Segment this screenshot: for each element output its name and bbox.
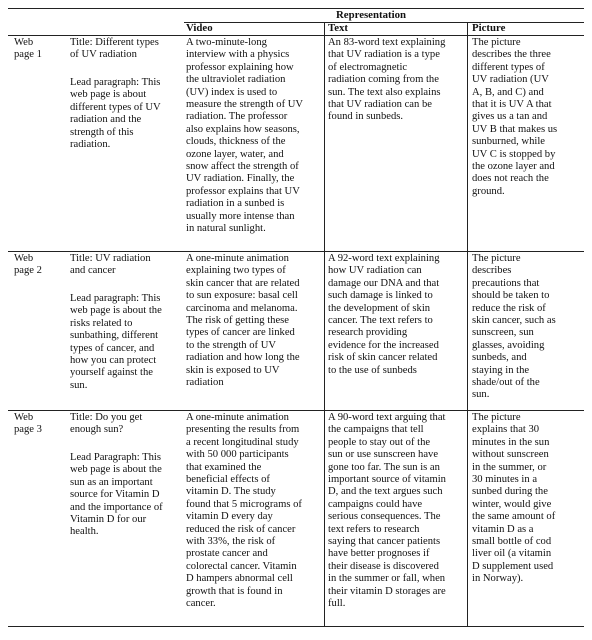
row-3-title: Title: Do you get enough sun? xyxy=(70,412,143,436)
row-1-video: A two-minute-long interview with a physics professor explaining how the ultraviolet radiation (UV) index is used to measure the strength of UV radiation. The professor also explains how seasons, clouds, thickness of the ozone layer, water, and snow affect the strength of UV radiation. Finally, the professor explains that UV radiation in a sunbed is usually more intense than in natural sunlight. xyxy=(186,37,304,235)
row-3-picture: The picture explains that 30 minutes in the sun without sunscreen in the summer, or 30 minutes in a sunbed during the winter, would give the same amount of vitamin D as a small bottle of cod liver oil (a vitamin D supplement used in Norway). xyxy=(472,412,556,585)
row-1-bottom-rule xyxy=(8,251,584,252)
row-2-lead: Lead paragraph: This web page is about the risks related to sunbathing, different types of cancer, and how you can protect yourself against the sun. xyxy=(70,293,162,391)
row-2-title: Title: UV radiation and cancer xyxy=(70,253,151,277)
row-1-lead: Lead paragraph: This web page is about different types of UV radiation and the strength of this radiation. xyxy=(70,77,161,151)
row-3-video: A one-minute animation presenting the results from a recent longitudinal study with 50 000 participants that examined the beneficial effects of vitamin D. The study found that 5 micrograms of vitamin D every day reduced the risk of cancer with 33%, the risk of prostate cancer and colorectal cancer. Vitamin D hampers abnormal cell growth that is found in cancer. xyxy=(186,412,302,610)
row-1-title: Title: Different types of UV radiation xyxy=(70,37,159,61)
row-1-picture: The picture describes the three different types of UV radiation (UV A, B, and C) and that it is UV A that gives us a tan and UV B that makes us sunburned, while UV C is stopped by the ozone layer and does not reach the ground. xyxy=(472,37,558,197)
representation-header: Representation xyxy=(336,9,406,21)
header-bottom-rule xyxy=(8,35,584,36)
col-header-video: Video xyxy=(186,22,213,34)
row-3-page: Web page 3 xyxy=(14,412,42,436)
row-2-video: A one-minute animation explaining two types of skin cancer that are related to sun exposure: basal cell carcinoma and melanoma. The risk of getting these types of cancer are linked to the strength of UV radiation and how long the skin is exposed to UV radiation xyxy=(186,253,300,389)
row-2-text: A 92-word text explaining how UV radiation can damage our DNA and that such damage is linked to the development of skin cancer. The text refers to research providing evidence for the increased risk of skin cancer related to the use of sunbeds xyxy=(328,253,440,376)
row-2-bottom-rule xyxy=(8,410,584,411)
table-top-rule xyxy=(8,8,584,9)
representation-underline xyxy=(184,22,584,23)
row-3-lead: Lead Paragraph: This web page is about the sun as an important source for Vitamin D and the importance of Vitamin D for our health. xyxy=(70,452,163,538)
row-1-text: An 83-word text explaining that UV radiation is a type of electromagnetic radiation coming from the sun. The text also explains that UV radiation can be found in sunbeds. xyxy=(328,37,446,123)
row-1-page: Web page 1 xyxy=(14,37,42,61)
col-header-picture: Picture xyxy=(472,22,506,34)
row-2-page: Web page 2 xyxy=(14,253,42,277)
table-bottom-rule xyxy=(8,626,584,627)
col-header-text: Text xyxy=(328,22,348,34)
col-divider-text-picture xyxy=(467,22,468,626)
row-3-text: A 90-word text arguing that the campaigns that tell people to stay out of the sun or use sunscreen have gone too far. The sun is an important source of vitamin D, and the text argues such campaigns could have serious consequences. The text refers to research saying that cancer patients have better prognoses if their disease is discovered in the summer or fall, when their vitamin D storages are full. xyxy=(328,412,446,610)
col-divider-video-text xyxy=(324,22,325,626)
row-2-picture: The picture describes precautions that should be taken to reduce the risk of skin cancer, such as sunscreen, sun glasses, avoiding sunbeds, and staying in the shade/out of the sun. xyxy=(472,253,556,401)
